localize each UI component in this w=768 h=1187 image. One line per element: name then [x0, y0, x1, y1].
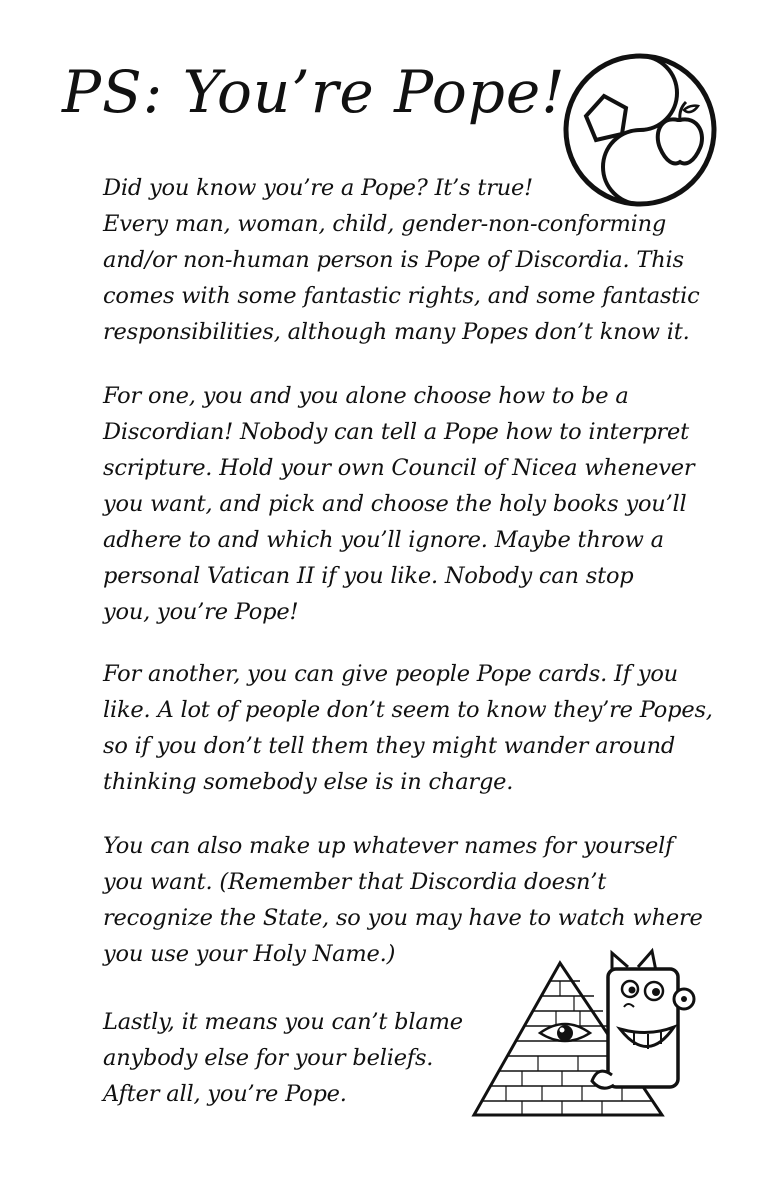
text-line: you want, and pick and choose the holy books you’ll: [103, 491, 687, 517]
text-line: Lastly, it means you can’t blame: [103, 1009, 463, 1035]
paragraph-1: [103, 170, 700, 350]
text-line: so if you don’t tell them they might wander around: [103, 733, 676, 759]
text-line: you want. (Remember that Discordia doesn’t: [103, 869, 607, 895]
text-line: Discordian! Nobody can tell a Pope how to interpret: [103, 419, 689, 445]
text-line: You can also make up whatever names for yourself: [103, 833, 674, 859]
text-line: you use your Holy Name.): [103, 941, 396, 967]
text-line: responsibilities, although many Popes don’t know it.: [103, 319, 690, 345]
text-line: comes with some fantastic rights, and some fantastic: [103, 283, 700, 309]
paragraph-2: [103, 378, 693, 630]
text-line: you, you’re Pope!: [103, 599, 299, 625]
text-line: After all, you’re Pope.: [103, 1081, 347, 1107]
text-line: adhere to and which you’ll ignore. Maybe throw a: [103, 527, 664, 553]
page-title: PS: You’re Pope!: [62, 58, 566, 126]
mascot-icon: [592, 951, 694, 1088]
pyramid-eye-mascot-icon: [462, 945, 712, 1125]
paragraph-3: [103, 656, 713, 800]
text-line: Every man, woman, child, gender-non-conforming: [103, 211, 667, 237]
text-line: Did you know you’re a Pope? It’s true!: [103, 175, 533, 201]
text-line: scripture. Hold your own Council of Nicea whenever: [103, 455, 695, 481]
text-line: thinking somebody else is in charge.: [103, 769, 514, 795]
text-line: like. A lot of people don’t seem to know they’re Popes,: [103, 697, 713, 723]
text-line: For another, you can give people Pope cards. If you: [103, 661, 678, 687]
text-line: For one, you and you alone choose how to be a: [103, 383, 629, 409]
text-line: and/or non-human person is Pope of Discordia. This: [103, 247, 684, 273]
text-line: anybody else for your beliefs.: [103, 1045, 434, 1071]
text-line: personal Vatican II if you like. Nobody can stop: [103, 563, 634, 589]
text-line: recognize the State, so you may have to watch where: [103, 905, 703, 931]
